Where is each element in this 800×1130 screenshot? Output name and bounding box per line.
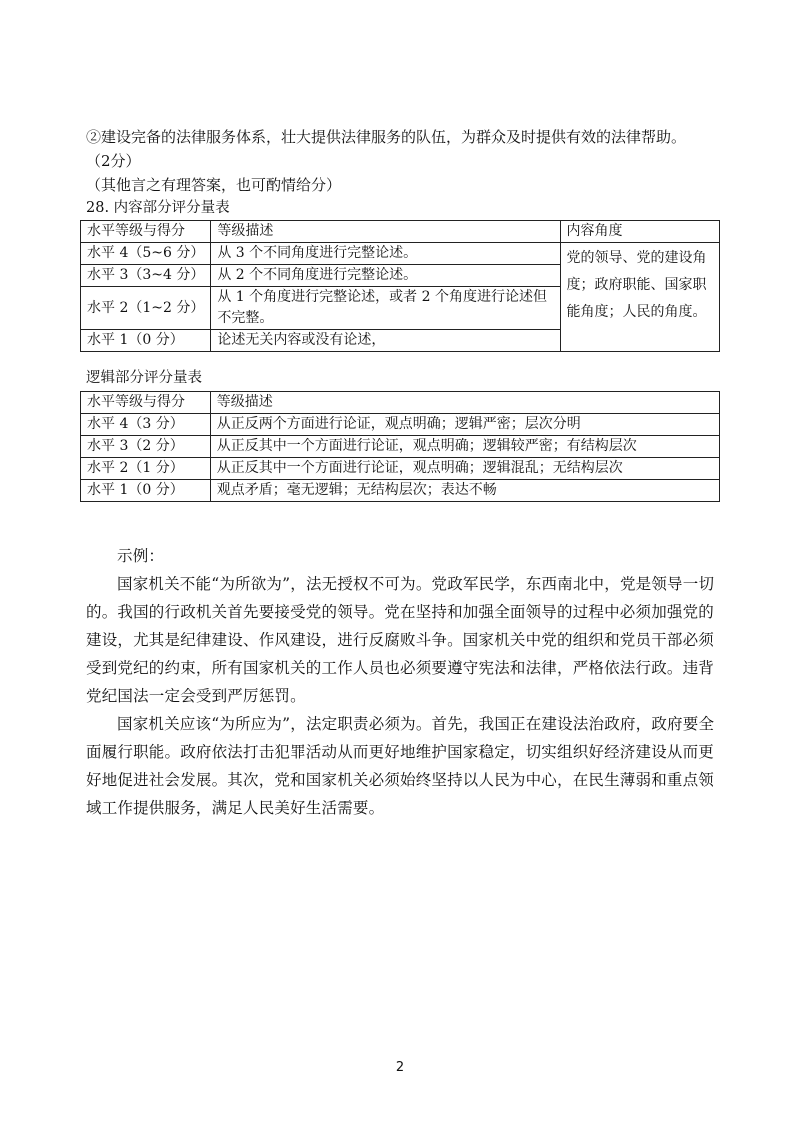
grading-note: （其他言之有理答案，也可酌情给分） xyxy=(86,176,342,194)
table-header-row xyxy=(81,221,720,243)
logic-table-title: 逻辑部分评分量表 xyxy=(86,370,202,386)
angle-cell: 党的领导、党的建设角度；政府职能、国家职能角度；人民的角度。 xyxy=(560,243,719,352)
desc-cell: 从 1 个角度进行完整论述，或者 2 个角度进行论述但不完整。 xyxy=(211,287,560,330)
desc-cell: 从 2 个不同角度进行完整论述。 xyxy=(211,265,560,287)
level-cell: 水平 1（0 分） xyxy=(81,480,211,502)
answer-point-2-score: （2分） xyxy=(86,152,141,170)
example-label: 示例： xyxy=(117,547,165,565)
desc-cell: 从正反两个方面进行论证，观点明确；逻辑严密；层次分明 xyxy=(210,414,719,436)
desc-cell: 从 3 个不同角度进行完整论述。 xyxy=(211,243,560,265)
header-desc: 等级描述 xyxy=(211,221,560,243)
table-row xyxy=(81,414,720,436)
header-desc: 等级描述 xyxy=(210,392,719,414)
level-cell: 水平 2（1 分） xyxy=(81,458,211,480)
answer-point-2: ②建设完备的法律服务体系，壮大提供法律服务的队伍，为群众及时提供有效的法律帮助。 xyxy=(86,128,687,146)
desc-cell: 从正反其中一个方面进行论证，观点明确；逻辑混乱；无结构层次 xyxy=(210,458,719,480)
level-cell: 水平 2（1~2 分） xyxy=(81,287,211,330)
table-row xyxy=(81,436,720,458)
table-row xyxy=(81,458,720,480)
page-number: 2 xyxy=(395,1060,405,1075)
level-cell: 水平 1（0 分） xyxy=(81,330,211,352)
table-header-row xyxy=(81,392,720,414)
level-cell: 水平 3（2 分） xyxy=(81,436,211,458)
example-paragraph-2: 国家机关应该“为所应为”，法定职责必须为。首先，我国正在建设法治政府，政府要全面履行职能。政府依法打击犯罪活动从而更好地维护国家稳定，切实组织好经济建设从而更好地促进社会发展。其次，党和国家机关必须始终坚持以人民为中心，在民生薄弱和重点领域工作提供服务，满足人民美好生活需要。 xyxy=(86,715,715,817)
desc-cell: 论述无关内容或没有论述， xyxy=(211,330,560,352)
table-row xyxy=(81,243,720,265)
example-section xyxy=(86,542,720,822)
table-row xyxy=(81,480,720,502)
example-paragraph-1: 国家机关不能“为所欲为”，法无授权不可为。党政军民学，东西南北中，党是领导一切的。我国的行政机关首先要接受党的领导。党在坚持和加强全面领导的过程中必须加强党的建设，尤其是纪律建设、作风建设，进行反腐败斗争。国家机关中党的组织和党员干部必须受到党纪的约束，所有国家机关的工作人员也必须要遵守宪法和法律，严格依法行政。违背党纪国法一定会受到严厉惩罚。 xyxy=(86,575,715,705)
level-cell: 水平 4（3 分） xyxy=(81,414,211,436)
header-angle: 内容角度 xyxy=(560,221,719,243)
desc-cell: 从正反其中一个方面进行论证，观点明确；逻辑较严密；有结构层次 xyxy=(210,436,719,458)
header-level: 水平等级与得分 xyxy=(81,392,211,414)
desc-cell: 观点矛盾；毫无逻辑；无结构层次；表达不畅 xyxy=(210,480,719,502)
header-level: 水平等级与得分 xyxy=(81,221,211,243)
content-table-title: 28. 内容部分评分量表 xyxy=(86,200,230,216)
level-cell: 水平 4（5~6 分） xyxy=(81,243,211,265)
content-scoring-table xyxy=(80,220,720,352)
logic-scoring-table xyxy=(80,391,720,502)
level-cell: 水平 3（3~4 分） xyxy=(81,265,211,287)
